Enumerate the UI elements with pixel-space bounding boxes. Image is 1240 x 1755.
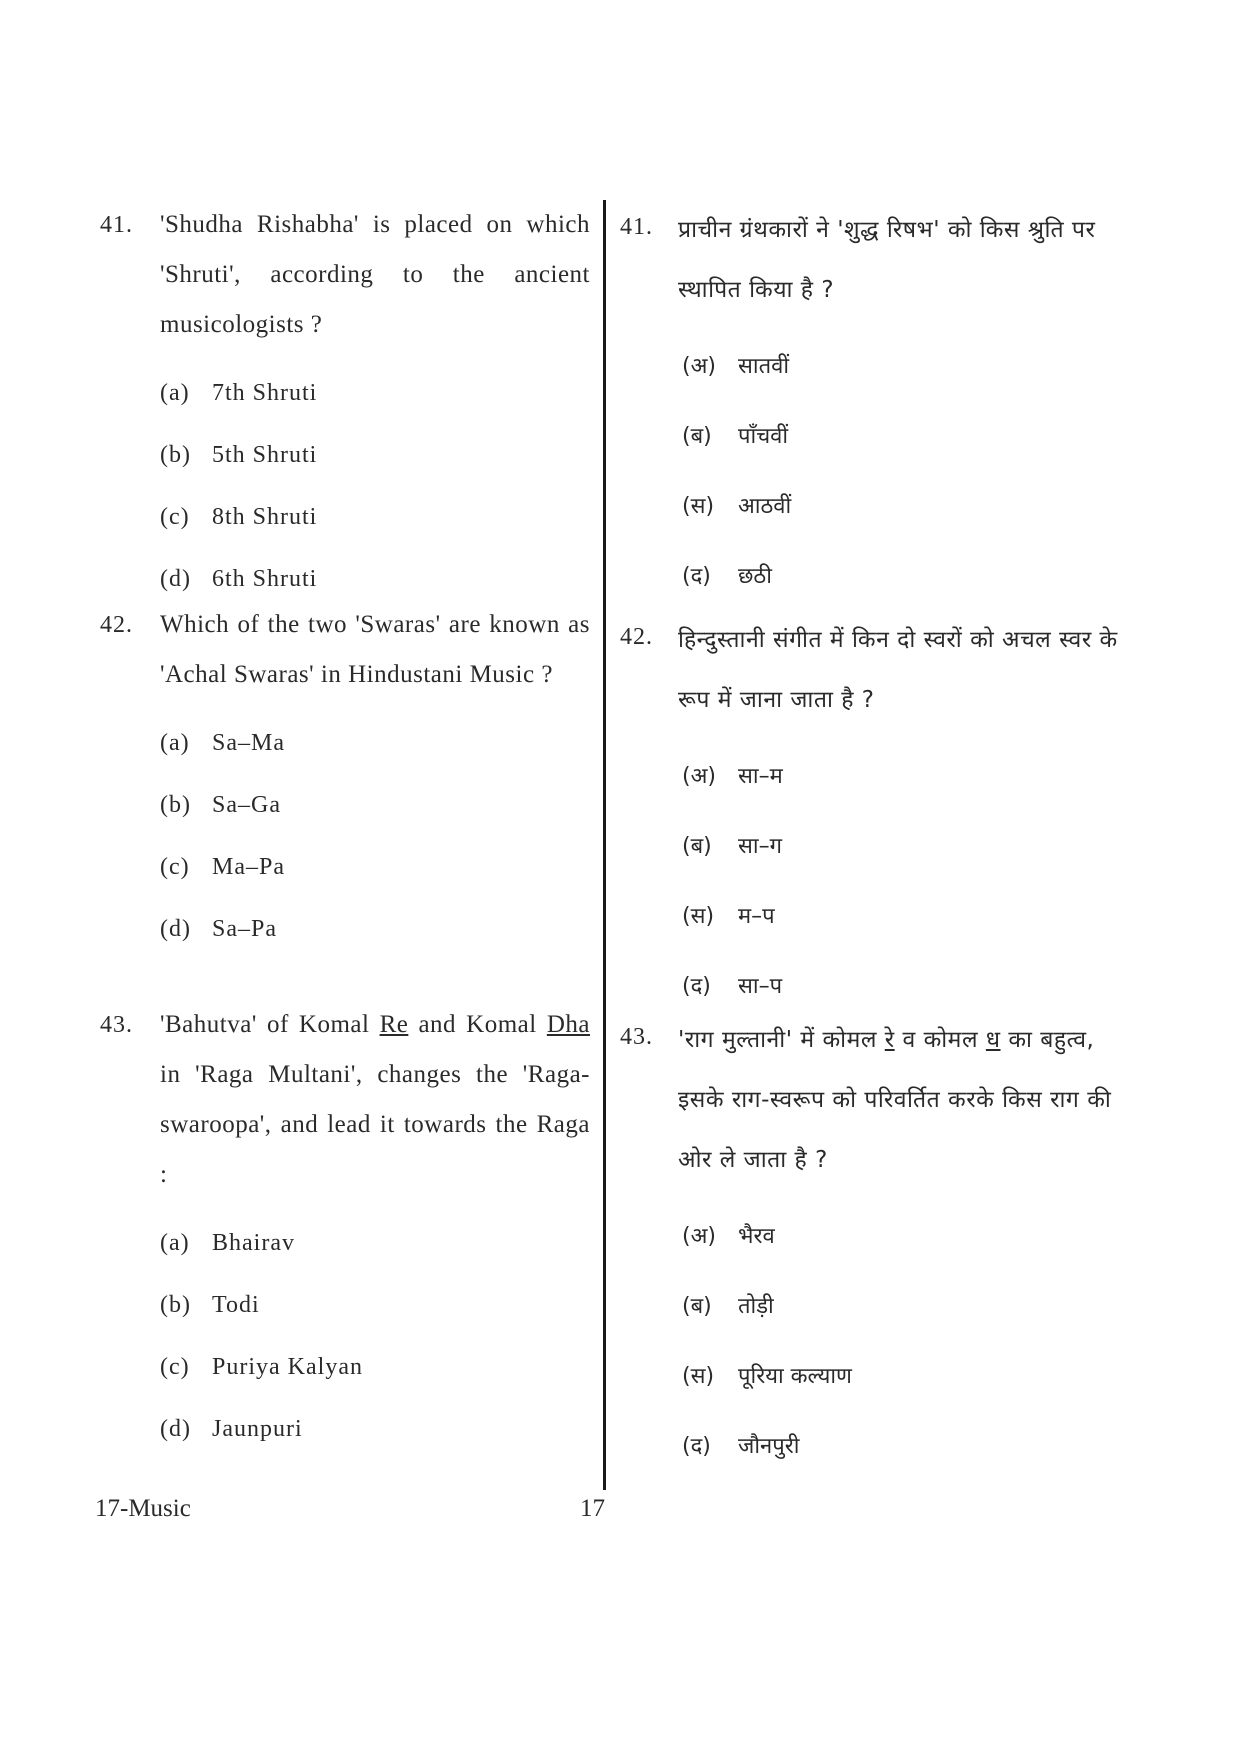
option-label: (b)	[160, 792, 191, 818]
question-number: 42.	[620, 624, 653, 650]
option-label: (अ)	[682, 354, 716, 379]
option-c	[682, 1342, 1120, 1412]
option-text: 8th Shruti	[212, 504, 318, 530]
question-42-hindi	[620, 610, 1120, 1022]
option-b	[160, 774, 590, 836]
option-d	[682, 542, 1120, 612]
option-text: Puriya Kalyan	[212, 1354, 363, 1380]
option-text: Ma–Pa	[212, 854, 285, 880]
underlined-note: ध	[985, 1027, 1001, 1053]
option-c	[160, 1336, 590, 1398]
options-list	[620, 742, 1120, 1022]
question-text	[678, 1010, 1120, 1190]
question-number: 43.	[620, 1024, 653, 1050]
option-label: (ब)	[682, 1294, 712, 1319]
option-a	[682, 1202, 1120, 1272]
options-list	[620, 332, 1120, 612]
option-text: म–प	[738, 904, 775, 929]
question-text	[160, 1000, 590, 1200]
question-text-part: and Komal	[408, 1011, 547, 1038]
options-list	[100, 1212, 590, 1460]
option-b	[682, 402, 1120, 472]
option-label: (a)	[160, 730, 190, 756]
option-label: (d)	[160, 566, 191, 592]
question-43-english	[100, 1000, 590, 1460]
option-label: (स)	[682, 1364, 715, 1389]
option-label: (अ)	[682, 764, 716, 789]
option-text: Jaunpuri	[212, 1416, 303, 1442]
option-label: (d)	[160, 1416, 191, 1442]
underlined-note: Dha	[546, 1011, 590, 1038]
option-label: (a)	[160, 1230, 190, 1256]
option-a	[682, 332, 1120, 402]
option-label: (द)	[682, 974, 711, 999]
question-number: 42.	[100, 612, 133, 638]
option-c	[160, 836, 590, 898]
option-label: (स)	[682, 904, 715, 929]
option-c	[160, 486, 590, 548]
question-text-part: 'Bahutva' of Komal	[160, 1011, 380, 1038]
option-text: पूरिया कल्याण	[738, 1364, 852, 1389]
options-list	[100, 712, 590, 960]
option-c	[682, 472, 1120, 542]
option-label: (c)	[160, 504, 190, 530]
question-text: 'Shudha Rishabha' is placed on which 'Shruti', according to the ancient musicologists ?	[160, 211, 590, 338]
option-text: आठवीं	[738, 494, 792, 519]
page-number: 17	[580, 1495, 605, 1522]
option-label: (a)	[160, 380, 190, 406]
question-42-english	[100, 600, 590, 960]
option-text: Sa–Ma	[212, 730, 285, 756]
question-43-hindi	[620, 1010, 1120, 1482]
option-text: Bhairav	[212, 1230, 295, 1256]
option-text: तोड़ी	[738, 1294, 774, 1319]
option-text: 6th Shruti	[212, 566, 318, 592]
paper-code: 17-Music	[95, 1495, 191, 1522]
question-text-part: 'राग मुल्तानी' में कोमल	[678, 1027, 885, 1053]
option-text: भैरव	[738, 1224, 775, 1249]
question-text-part: in 'Raga Multani', changes the 'Raga-swaroopa', and lead it towards the Raga :	[160, 1061, 590, 1188]
option-label: (अ)	[682, 1224, 716, 1249]
option-text: 7th Shruti	[212, 380, 318, 406]
option-text: Sa–Ga	[212, 792, 281, 818]
option-text: जौनपुरी	[738, 1434, 800, 1459]
option-text: 5th Shruti	[212, 442, 318, 468]
question-number: 41.	[620, 214, 653, 240]
question-text-part: का बहुत्व, इसके राग-स्वरूप को परिवर्तित करके किस राग की ओर ले जाता है ?	[678, 1027, 1112, 1173]
option-text: सातवीं	[738, 354, 790, 379]
option-label: (स)	[682, 494, 715, 519]
option-label: (d)	[160, 916, 191, 942]
option-label: (द)	[682, 1434, 711, 1459]
option-a	[160, 362, 590, 424]
column-divider	[603, 200, 606, 1490]
option-text: छठी	[738, 564, 772, 589]
question-text: प्राचीन ग्रंथकारों ने 'शुद्ध रिषभ' को किस श्रुति पर स्थापित किया है ?	[678, 217, 1096, 303]
question-41-english	[100, 200, 590, 610]
question-text-part: व कोमल	[894, 1027, 986, 1053]
option-b	[682, 1272, 1120, 1342]
option-a	[160, 712, 590, 774]
option-text: पाँचवीं	[738, 424, 789, 449]
option-text: सा–प	[738, 974, 783, 999]
option-label: (द)	[682, 564, 711, 589]
option-b	[160, 424, 590, 486]
option-label: (c)	[160, 1354, 190, 1380]
options-list	[620, 1202, 1120, 1482]
option-b	[160, 1274, 590, 1336]
option-label: (b)	[160, 1292, 191, 1318]
option-d	[682, 1412, 1120, 1482]
option-label: (c)	[160, 854, 190, 880]
option-d	[160, 1398, 590, 1460]
question-text: Which of the two 'Swaras' are known as 'Achal Swaras' in Hindustani Music ?	[160, 611, 590, 688]
option-text: Todi	[212, 1292, 260, 1318]
option-a	[682, 742, 1120, 812]
option-text: सा–ग	[738, 834, 782, 859]
question-text: हिन्दुस्तानी संगीत में किन दो स्वरों को अचल स्वर के रूप में जाना जाता है ?	[678, 627, 1118, 713]
option-label: (ब)	[682, 834, 712, 859]
option-a	[160, 1212, 590, 1274]
options-list	[100, 362, 590, 610]
underlined-note: रे	[884, 1027, 895, 1053]
question-number: 41.	[100, 212, 133, 238]
option-text: सा–म	[738, 764, 783, 789]
option-b	[682, 812, 1120, 882]
option-label: (ब)	[682, 424, 712, 449]
option-label: (b)	[160, 442, 191, 468]
question-number: 43.	[100, 1012, 133, 1038]
underlined-note: Re	[379, 1011, 409, 1038]
option-c	[682, 882, 1120, 952]
question-41-hindi	[620, 200, 1120, 612]
option-text: Sa–Pa	[212, 916, 277, 942]
option-d	[160, 898, 590, 960]
